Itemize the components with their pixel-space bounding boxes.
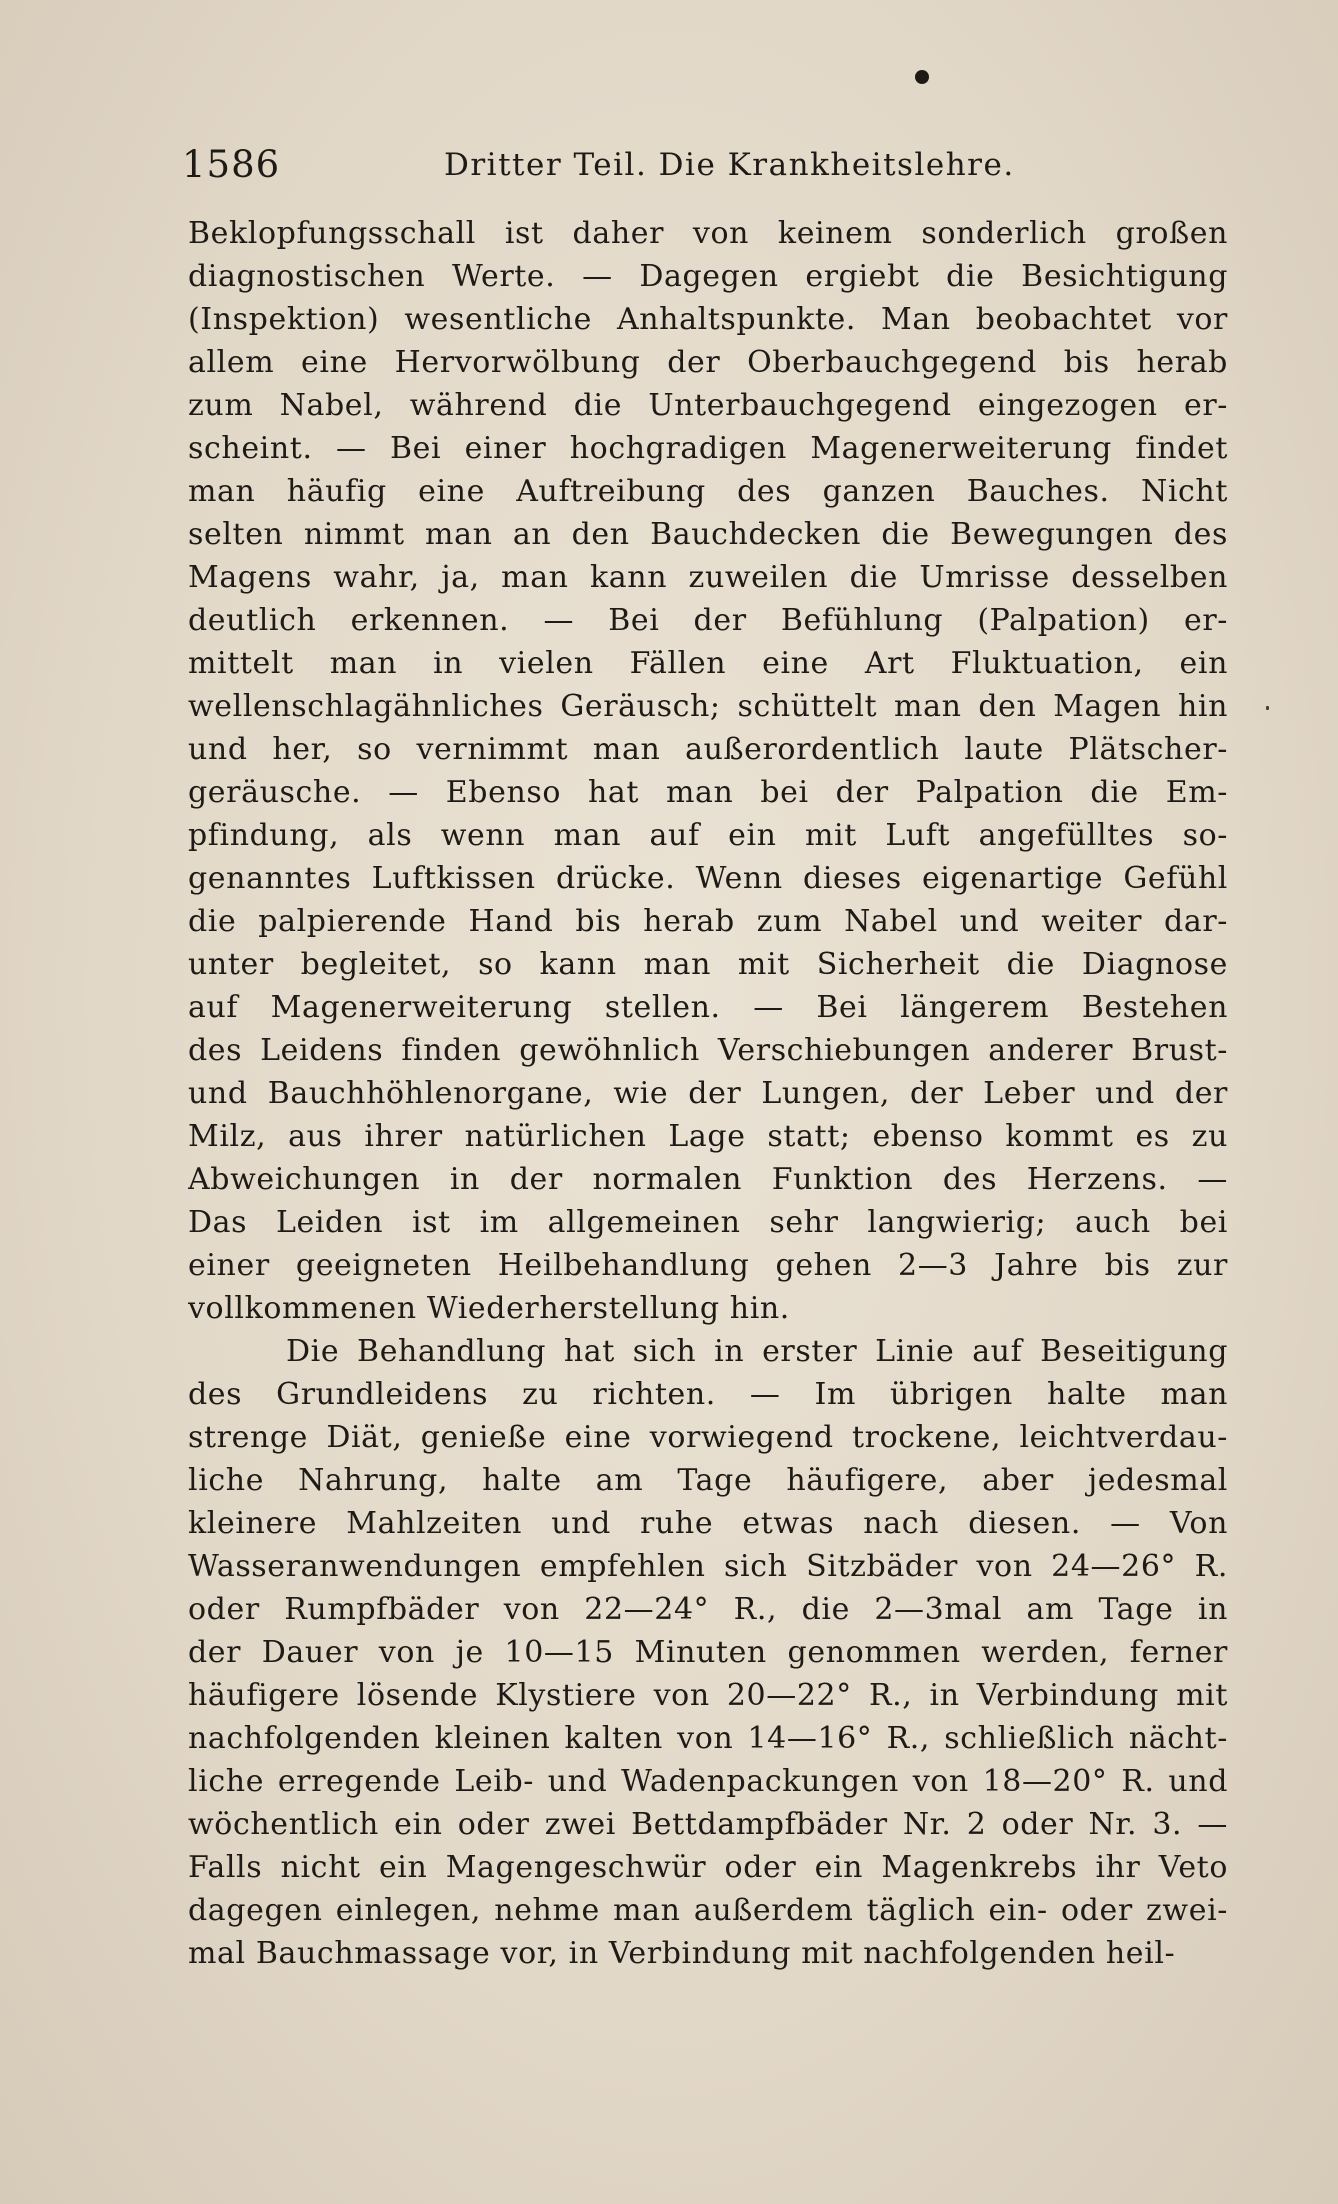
text-line: wellenschlagähnliches Geräusch; schüttelt man den Magen hin — [188, 689, 1228, 724]
text-line: Die Behandlung hat sich in erster Linie auf Beseitigung — [286, 1334, 1228, 1369]
paragraph — [188, 1330, 1228, 1975]
paragraph — [188, 212, 1228, 1330]
page-header — [182, 140, 1227, 190]
text-line: einer geeigneten Heilbehandlung gehen 2—3 Jahre bis zur — [188, 1248, 1228, 1283]
text-line: zum Nabel, während die Unterbauchgegend eingezogen er- — [188, 388, 1228, 423]
running-head: Dritter Teil. Die Krankheitslehre. — [444, 147, 1015, 183]
text-line: des Leidens finden gewöhnlich Verschiebungen anderer Brust- — [188, 1033, 1228, 1068]
text-line: Wasseranwendungen empfehlen sich Sitzbäder von 24—26° R. — [188, 1549, 1228, 1584]
text-line: mal Bauchmassage vor, in Verbindung mit nachfolgenden heil- — [188, 1936, 1176, 1971]
text-line: diagnostischen Werte. — Dagegen ergiebt die Besichtigung — [188, 259, 1228, 294]
text-line: man häufig eine Auftreibung des ganzen Bauches. Nicht — [188, 474, 1228, 509]
text-line: und her, so vernimmt man außerordentlich laute Plätscher- — [188, 732, 1228, 767]
text-line: vollkommenen Wiederherstellung hin. — [188, 1291, 790, 1326]
text-line: die palpierende Hand bis herab zum Nabel und weiter dar- — [188, 904, 1228, 939]
text-line: selten nimmt man an den Bauchdecken die Bewegungen des — [188, 517, 1228, 552]
text-line: (Inspektion) wesentliche Anhaltspunkte. Man beobachtet vor — [188, 302, 1228, 337]
text-line: nachfolgenden kleinen kalten von 14—16° R., schließlich nächt- — [188, 1721, 1228, 1756]
page-number: 1586 — [182, 143, 281, 186]
text-block — [188, 212, 1228, 1975]
text-line: oder Rumpfbäder von 22—24° R., die 2—3mal am Tage in — [188, 1592, 1228, 1627]
text-line: des Grundleidens zu richten. — Im übrigen halte man — [188, 1377, 1228, 1412]
text-line: strenge Diät, genieße eine vorwiegend trockene, leichtverdau- — [188, 1420, 1228, 1455]
text-line: liche erregende Leib- und Wadenpackungen von 18—20° R. und — [188, 1764, 1228, 1799]
text-line: kleinere Mahlzeiten und ruhe etwas nach diesen. — Von — [188, 1506, 1228, 1541]
text-line: pfindung, als wenn man auf ein mit Luft angefülltes so- — [188, 818, 1228, 853]
ink-speck — [1266, 706, 1269, 710]
text-line: Milz, aus ihrer natürlichen Lage statt; ebenso kommt es zu — [188, 1119, 1228, 1154]
text-line: geräusche. — Ebenso hat man bei der Palpation die Em- — [188, 775, 1228, 810]
text-line: und Bauchhöhlenorgane, wie der Lungen, der Leber und der — [188, 1076, 1228, 1111]
text-line: mittelt man in vielen Fällen eine Art Fluktuation, ein — [188, 646, 1228, 681]
text-line: der Dauer von je 10—15 Minuten genommen werden, ferner — [188, 1635, 1228, 1670]
text-line: liche Nahrung, halte am Tage häufigere, aber jedesmal — [188, 1463, 1228, 1498]
ink-dot — [915, 70, 929, 84]
text-line: Beklopfungsschall ist daher von keinem sonderlich großen — [188, 216, 1228, 251]
text-line: wöchentlich ein oder zwei Bettdampfbäder Nr. 2 oder Nr. 3. — — [188, 1807, 1228, 1842]
text-line: Das Leiden ist im allgemeinen sehr langwierig; auch bei — [188, 1205, 1228, 1240]
text-line: dagegen einlegen, nehme man außerdem täglich ein- oder zwei- — [188, 1893, 1228, 1928]
text-line: scheint. — Bei einer hochgradigen Magenerweiterung findet — [188, 431, 1228, 466]
text-line: allem eine Hervorwölbung der Oberbauchgegend bis herab — [188, 345, 1228, 380]
text-line: deutlich erkennen. — Bei der Befühlung (Palpation) er- — [188, 603, 1228, 638]
text-line: genanntes Luftkissen drücke. Wenn dieses eigenartige Gefühl — [188, 861, 1228, 896]
text-line: auf Magenerweiterung stellen. — Bei längerem Bestehen — [188, 990, 1228, 1025]
text-line: Abweichungen in der normalen Funktion des Herzens. — — [188, 1162, 1228, 1197]
text-line: Magens wahr, ja, man kann zuweilen die Umrisse desselben — [188, 560, 1228, 595]
text-line: häufigere lösende Klystiere von 20—22° R., in Verbindung mit — [188, 1678, 1228, 1713]
text-line: Falls nicht ein Magengeschwür oder ein Magenkrebs ihr Veto — [188, 1850, 1228, 1885]
text-line: unter begleitet, so kann man mit Sicherheit die Diagnose — [188, 947, 1228, 982]
